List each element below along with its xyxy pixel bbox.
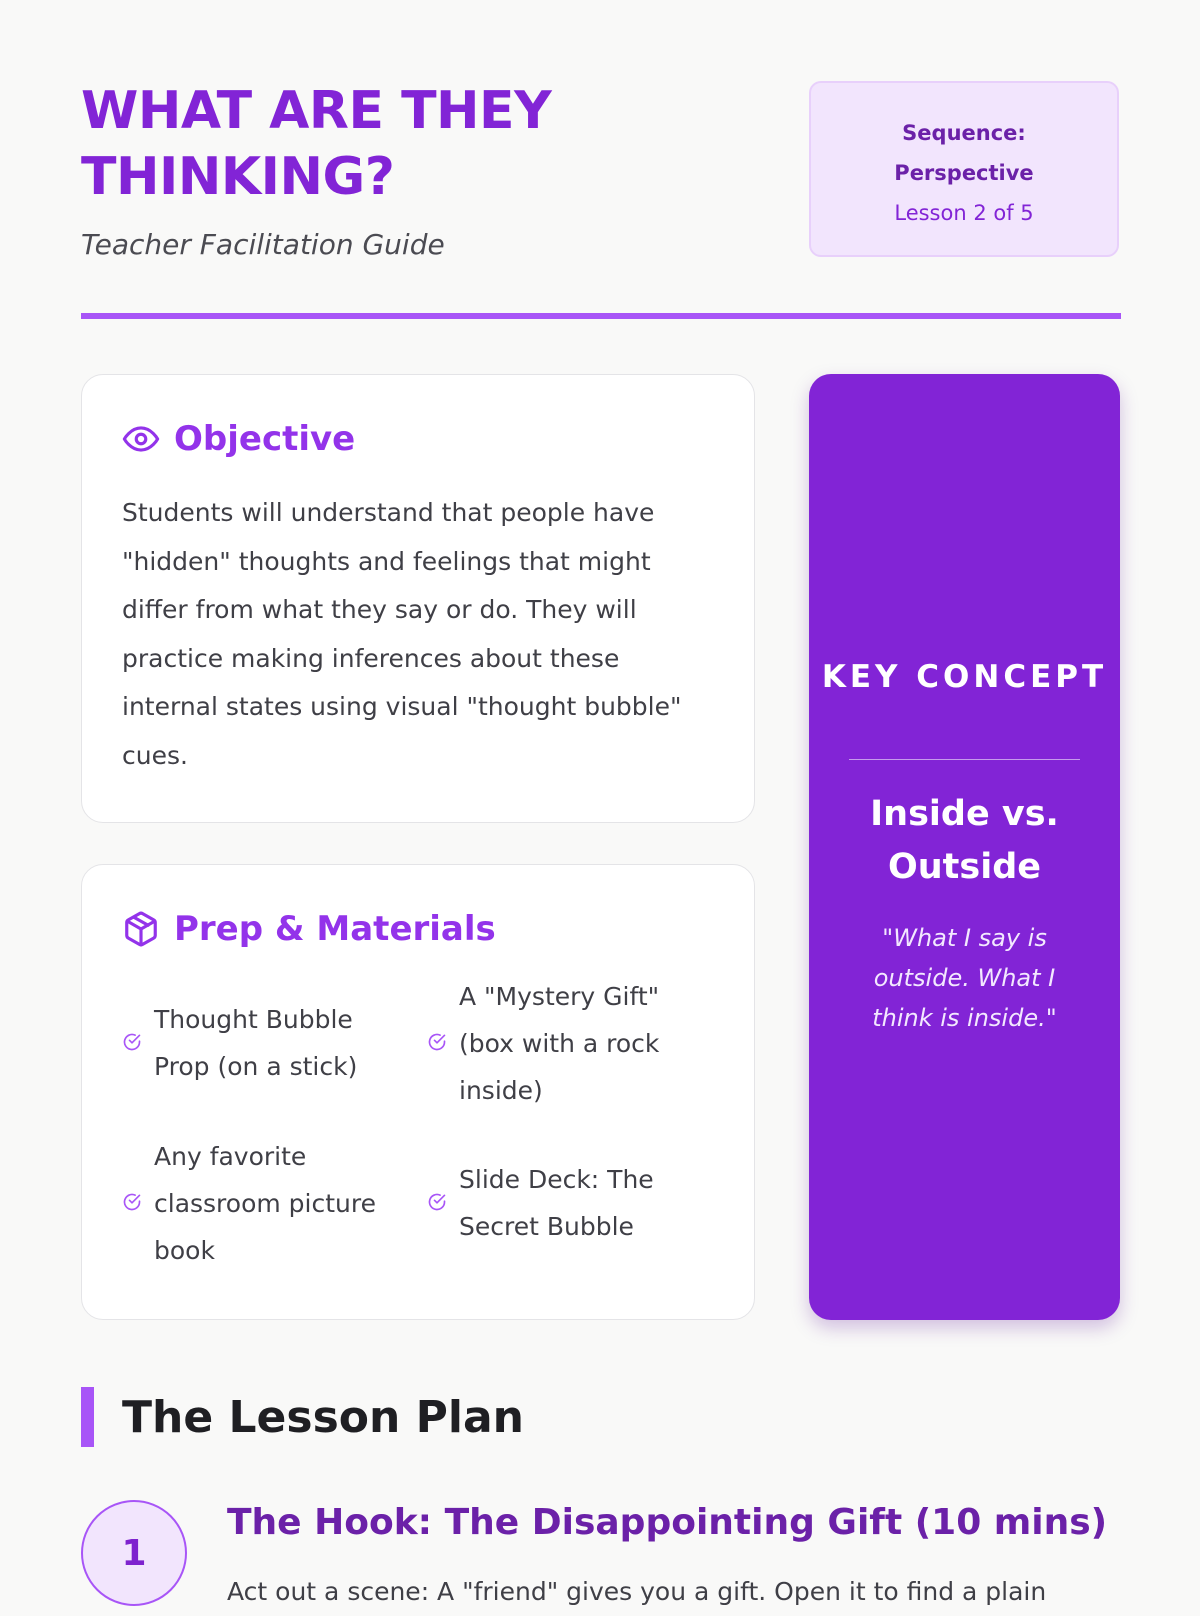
materials-card [81,864,755,1320]
heading-accent-bar [81,1387,94,1447]
list-item [427,1133,687,1273]
check-circle-icon [122,1020,142,1067]
material-label: Any favorite classroom picture book [154,1141,376,1265]
check-circle-icon [427,1180,447,1227]
eye-icon [122,420,160,458]
key-concept-divider [849,759,1080,760]
sequence-name: Perspective [894,161,1034,185]
lesson-plan-heading [81,1387,524,1447]
key-concept-label: KEY CONCEPT [821,659,1108,695]
material-label: Slide Deck: The Secret Bubble [459,1165,654,1241]
objective-card [81,374,755,823]
sequence-badge [809,81,1119,257]
objective-text: Students will understand that people have "hidden" thoughts and feelings that might differ from what they say or do. They will practice making inferences about these internal states using visual "thought bubble" cues. [122,498,682,770]
page-header [81,0,1121,320]
step-title: The Hook: The Disappointing Gift (10 mins) [227,1502,1108,1543]
list-item [122,973,402,1113]
box-icon [122,910,160,948]
sequence-label: Sequence: [902,121,1026,145]
lesson-guide-page [81,0,1121,1606]
check-circle-icon [122,1180,142,1227]
check-circle-icon [427,1020,447,1067]
header-divider [81,313,1121,319]
step-number-badge: 1 [81,1500,187,1606]
material-label: Thought Bubble Prop (on a stick) [154,1005,358,1081]
material-label: A "Mystery Gift" (box with a rock inside) [459,981,660,1105]
lesson-plan-title: The Lesson Plan [122,1391,524,1443]
materials-heading [122,909,496,949]
objective-heading-label: Objective [174,419,356,459]
page-title: WHAT ARE THEY THINKING? [81,81,552,207]
list-item [122,1133,402,1273]
materials-heading-label: Prep & Materials [174,909,496,949]
list-item [427,973,717,1113]
objective-heading [122,419,355,459]
page-subtitle: Teacher Facilitation Guide [81,228,445,261]
key-concept-title: Inside vs. Outside [870,794,1059,887]
lesson-position: Lesson 2 of 5 [894,201,1034,225]
key-concept-quote: "What I say is outside. What I think is inside." [872,924,1057,1032]
step-text: Act out a scene: A "friend" gives you a gift. Open it to find a plain [227,1577,1047,1606]
key-concept-panel [809,374,1120,1320]
